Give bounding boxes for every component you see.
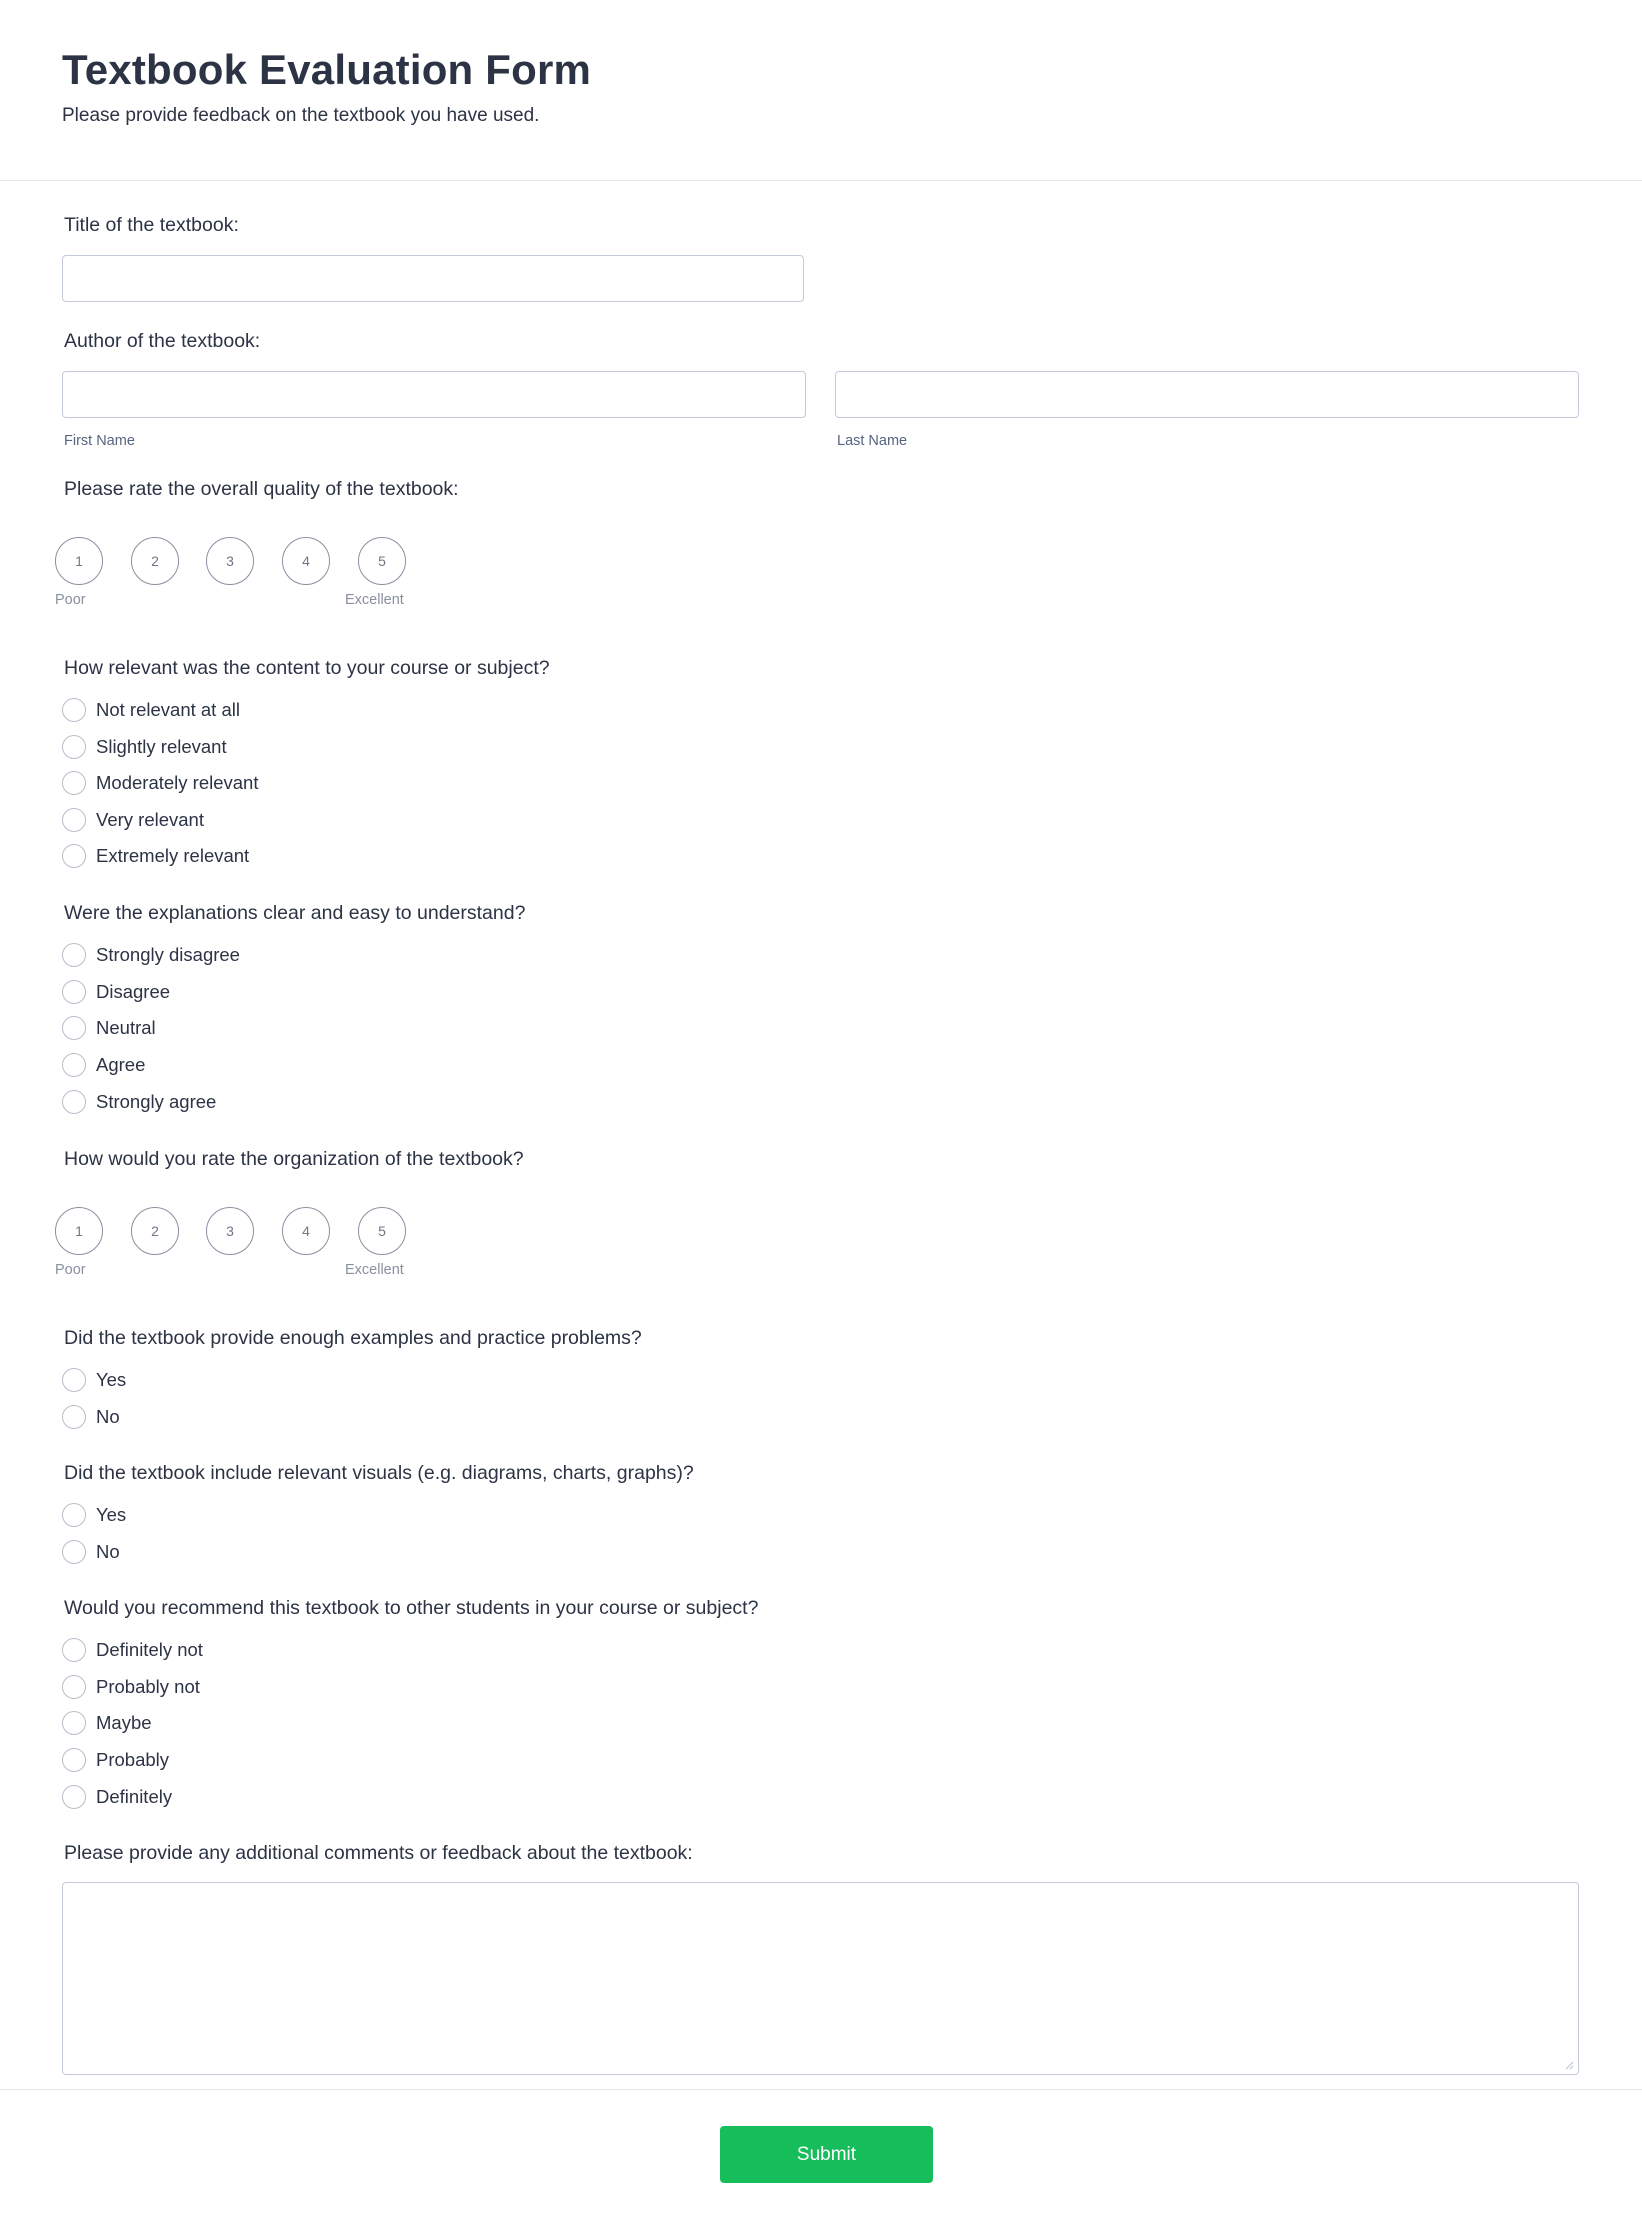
clarity-option[interactable] [62,1052,145,1078]
option-label: Yes [96,1369,127,1390]
recommend-option[interactable] [62,1710,152,1736]
radio-button[interactable] [62,1053,86,1077]
radio-button[interactable] [62,1016,86,1040]
option-label: No [96,1406,120,1427]
radio-button[interactable] [62,1540,86,1564]
radio-button[interactable] [62,1638,86,1662]
relevance-option[interactable] [62,843,249,869]
clarity-option[interactable] [62,1089,216,1115]
quality-rating-label: Please rate the overall quality of the textbook: [64,478,459,500]
option-label: Definitely [96,1786,173,1807]
relevance-label: How relevant was the content to your course or subject? [64,657,550,679]
relevance-option[interactable] [62,697,240,723]
radio-button[interactable] [62,735,86,759]
author-field-label: Author of the textbook: [64,330,261,352]
relevance-option[interactable] [62,807,204,833]
organization-rating-option-2[interactable]: 2 [131,1207,179,1255]
option-label: Definitely not [96,1639,203,1660]
comments-textarea[interactable] [62,1882,1579,2075]
radio-button[interactable] [62,698,86,722]
radio-button[interactable] [62,844,86,868]
quality-rating-high-caption: Excellent [345,592,404,608]
radio-button[interactable] [62,1675,86,1699]
form-subtitle: Please provide feedback on the textbook you have used. [62,105,540,126]
clarity-option[interactable] [62,979,170,1005]
option-label: Moderately relevant [96,772,259,793]
form-header [0,0,1642,181]
radio-button[interactable] [62,943,86,967]
quality-rating-option-2[interactable]: 2 [131,537,179,585]
quality-rating-low-caption: Poor [55,592,86,608]
clarity-label: Were the explanations clear and easy to understand? [64,902,526,924]
radio-button[interactable] [62,1785,86,1809]
examples-option[interactable] [62,1404,120,1430]
organization-rating-option-4[interactable]: 4 [282,1207,330,1255]
organization-rating-label: How would you rate the organization of the textbook? [64,1148,524,1170]
recommend-option[interactable] [62,1637,203,1663]
organization-rating-option-3[interactable]: 3 [206,1207,254,1255]
textbook-title-input[interactable] [62,255,804,302]
clarity-option[interactable] [62,1015,156,1041]
option-label: Probably not [96,1676,200,1697]
organization-rating-low-caption: Poor [55,1262,86,1278]
quality-rating-option-3[interactable]: 3 [206,537,254,585]
option-label: Strongly agree [96,1091,217,1112]
recommend-option[interactable] [62,1747,169,1773]
author-last-name-input[interactable] [835,371,1579,418]
radio-button[interactable] [62,1090,86,1114]
quality-rating-option-5[interactable]: 5 [358,537,406,585]
relevance-option[interactable] [62,734,227,760]
form-title: Textbook Evaluation Form [62,46,592,93]
radio-button[interactable] [62,1711,86,1735]
title-field-label: Title of the textbook: [64,214,239,236]
clarity-option[interactable] [62,942,240,968]
radio-button[interactable] [62,1405,86,1429]
visuals-option[interactable] [62,1502,126,1528]
examples-label: Did the textbook provide enough examples and practice problems? [64,1327,642,1349]
visuals-option[interactable] [62,1539,120,1565]
quality-rating-option-1[interactable]: 1 [55,537,103,585]
option-label: Slightly relevant [96,736,227,757]
option-label: Very relevant [96,809,204,830]
relevance-option[interactable] [62,770,258,796]
examples-option[interactable] [62,1367,126,1393]
option-label: Yes [96,1504,127,1525]
option-label: Extremely relevant [96,845,250,866]
option-label: Maybe [96,1712,152,1733]
radio-button[interactable] [62,808,86,832]
option-label: Agree [96,1054,146,1075]
option-label: Disagree [96,981,171,1002]
option-label: Strongly disagree [96,944,240,965]
radio-button[interactable] [62,1503,86,1527]
author-first-name-input[interactable] [62,371,806,418]
organization-rating-option-5[interactable]: 5 [358,1207,406,1255]
resize-grip-icon[interactable] [1565,2061,1574,2070]
option-label: Neutral [96,1017,156,1038]
quality-rating-option-4[interactable]: 4 [282,537,330,585]
recommend-option[interactable] [62,1784,172,1810]
submit-button[interactable]: Submit [720,2126,933,2183]
organization-rating-option-1[interactable]: 1 [55,1207,103,1255]
radio-button[interactable] [62,1748,86,1772]
first-name-sublabel: First Name [64,433,135,449]
radio-button[interactable] [62,1368,86,1392]
option-label: No [96,1541,120,1562]
comments-label: Please provide any additional comments or feedback about the textbook: [64,1842,693,1864]
recommend-option[interactable] [62,1674,200,1700]
visuals-label: Did the textbook include relevant visuals (e.g. diagrams, charts, graphs)? [64,1462,694,1484]
organization-rating-high-caption: Excellent [345,1262,404,1278]
radio-button[interactable] [62,771,86,795]
recommend-label: Would you recommend this textbook to other students in your course or subject? [64,1597,759,1619]
option-label: Probably [96,1749,170,1770]
radio-button[interactable] [62,980,86,1004]
option-label: Not relevant at all [96,699,240,720]
last-name-sublabel: Last Name [837,433,908,449]
